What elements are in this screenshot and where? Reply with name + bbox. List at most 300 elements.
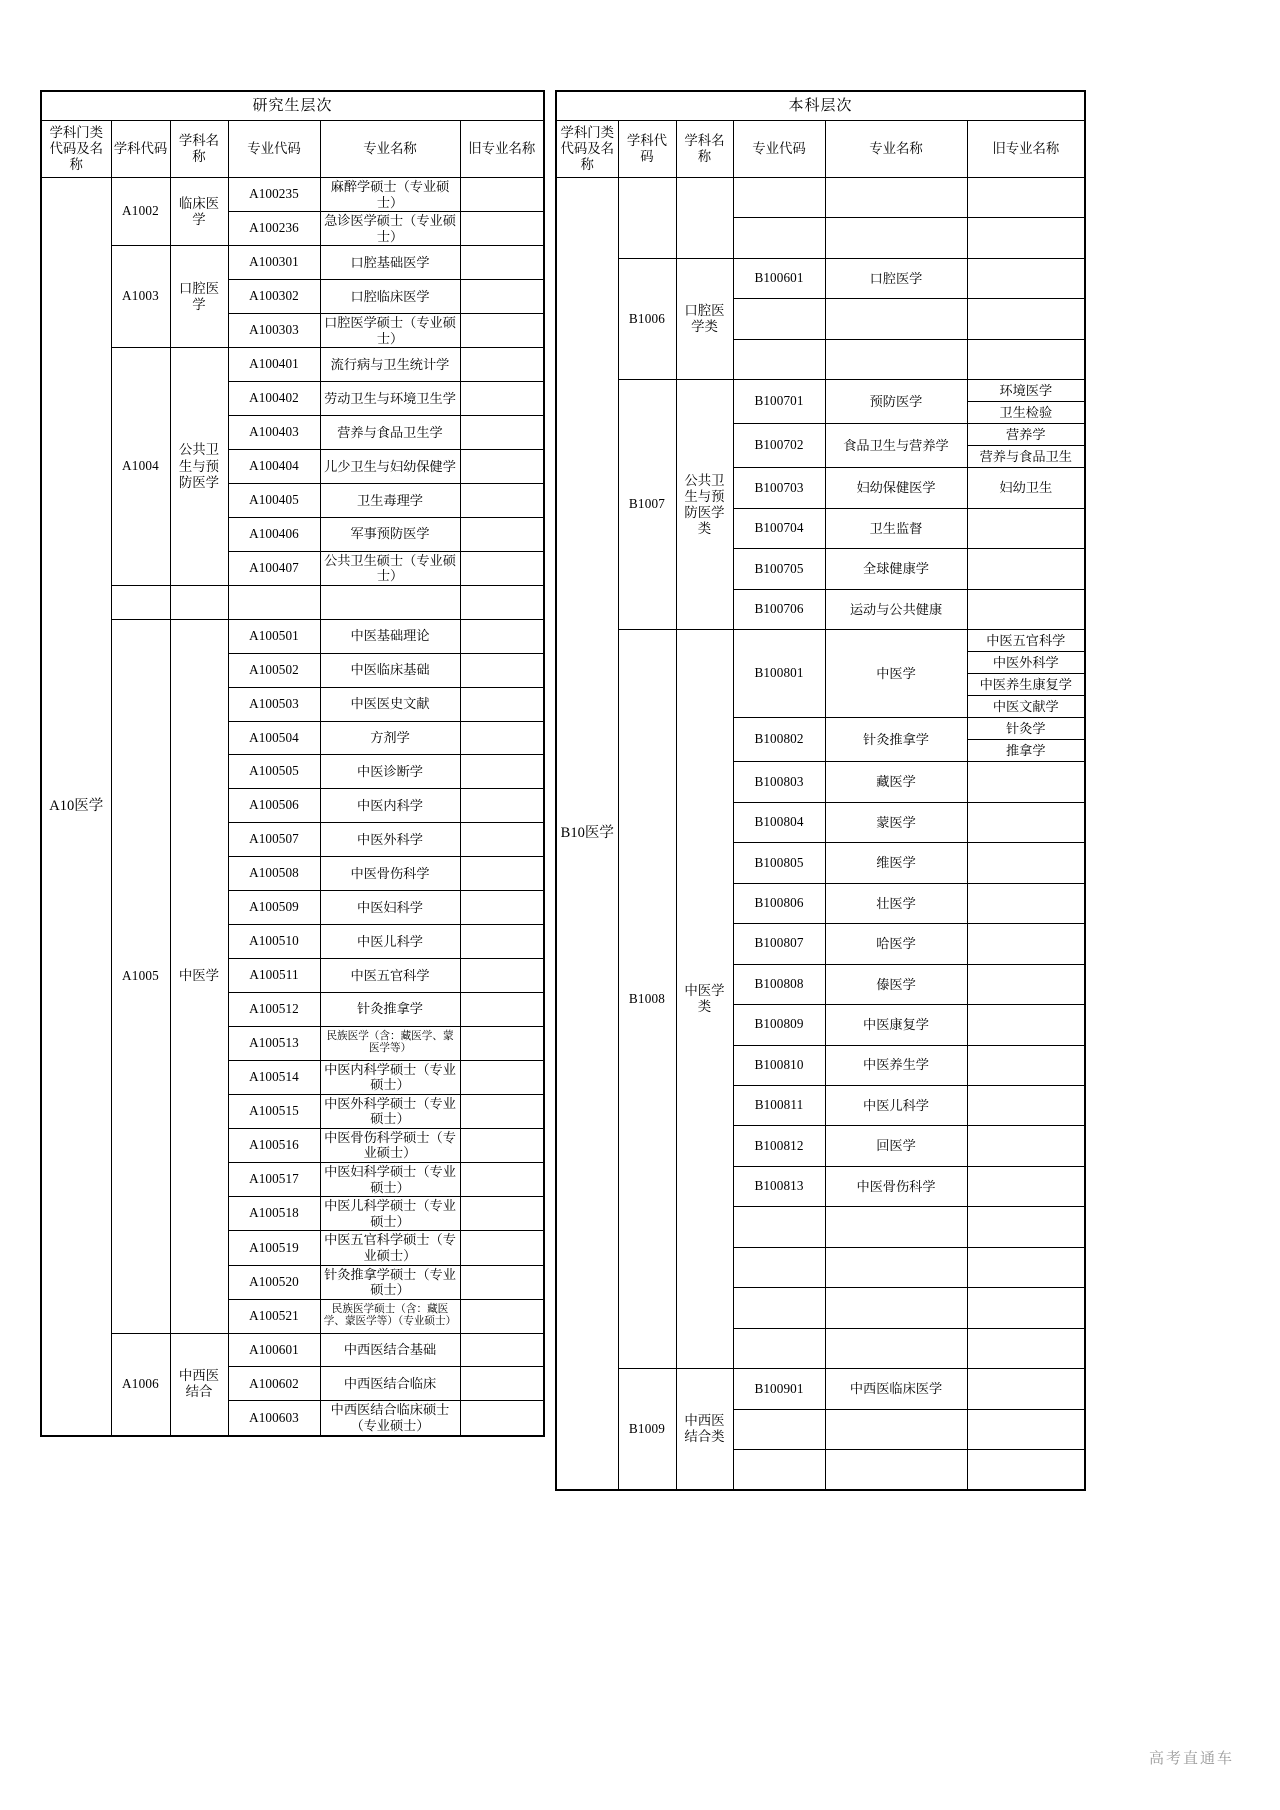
major-code-cell: A100506 [228,789,320,823]
discipline-code-cell: B1008 [618,630,676,1369]
old-major-name-item [968,852,1085,873]
old-major-name-item [968,1095,1085,1116]
old-major-name-cell [460,891,544,925]
major-name-cell: 中医诊断学 [320,755,460,789]
old-major-name-cell [967,1045,1085,1085]
major-code-cell: A100502 [228,653,320,687]
major-name-cell [320,585,460,619]
major-name-cell: 中医骨伤科学硕士（专业硕士） [320,1128,460,1162]
table-band-row [556,91,1085,121]
major-name-cell: 麻醉学硕士（专业硕士） [320,178,460,212]
old-major-name-item [968,268,1085,289]
major-code-cell [733,1247,825,1287]
table-header-row [41,121,544,178]
header-old-major-name: 旧专业名称 [460,121,544,178]
major-name-cell: 口腔医学硕士（专业硕士） [320,314,460,348]
header-category: 学科门类代码及名称 [41,121,111,178]
discipline-code-cell: A1006 [111,1333,170,1435]
major-code-cell: B100805 [733,843,825,883]
old-major-name-item [968,1217,1085,1238]
discipline-name-cell: 公共卫生与预防医学 [170,348,228,586]
major-code-cell: B100806 [733,883,825,923]
discipline-code-cell [618,178,676,259]
old-major-name-item [968,599,1085,620]
old-major-name-item [968,187,1085,208]
discipline-name-cell: 中西医结合类 [676,1369,733,1490]
major-code-cell: B100705 [733,549,825,589]
major-code-cell: A100302 [228,280,320,314]
major-code-cell: A100404 [228,450,320,484]
major-code-cell: A100403 [228,416,320,450]
old-major-name-cell [967,1126,1085,1166]
discipline-code-cell: B1009 [618,1369,676,1490]
old-major-name-cell [460,348,544,382]
old-major-name-cell [460,687,544,721]
major-name-cell: 劳动卫生与环境卫生学 [320,382,460,416]
table-row [556,630,1085,718]
major-name-cell: 儿少卫生与妇幼保健学 [320,450,460,484]
major-name-cell [825,1450,967,1490]
old-major-name-item [968,1419,1085,1440]
old-major-name-item: 中医养生康复学 [968,673,1085,695]
discipline-name-cell [170,585,228,619]
discipline-name-cell: 中西医结合 [170,1333,228,1435]
major-name-cell: 流行病与卫生统计学 [320,348,460,382]
major-code-cell: B100702 [733,424,825,468]
old-major-name-cell [967,1369,1085,1409]
old-major-name-cell [460,1128,544,1162]
major-name-cell: 口腔基础医学 [320,246,460,280]
old-major-name-cell [460,924,544,958]
major-name-cell: 维医学 [825,843,967,883]
old-major-name-cell [460,823,544,857]
major-code-cell: B100901 [733,1369,825,1409]
major-name-cell: 卫生毒理学 [320,483,460,517]
old-major-name-cell [967,1409,1085,1449]
old-major-name-cell [460,246,544,280]
old-major-name-item [968,1014,1085,1035]
old-major-name-item [968,228,1085,249]
major-code-cell: A100518 [228,1197,320,1231]
major-code-cell: A100516 [228,1128,320,1162]
major-code-cell: A100514 [228,1060,320,1094]
major-name-cell: 民族医学硕士（含：藏医学、蒙医学等）（专业硕士） [320,1299,460,1333]
old-major-name-item: 针灸学 [1006,720,1046,736]
old-major-name-item: 中医外科学 [968,651,1085,673]
old-major-name-cell [967,178,1085,218]
major-code-cell: B100801 [733,630,825,718]
old-major-name-cell [460,1026,544,1060]
major-code-cell: B100807 [733,924,825,964]
major-code-cell [733,178,825,218]
old-major-name-item: 中医五官科学 [986,632,1066,648]
major-code-cell: B100701 [733,380,825,424]
old-major-name-item: 环境医学 [999,383,1053,399]
level-band-title: 研究生层次 [41,91,544,121]
major-name-cell: 运动与公共健康 [825,589,967,629]
major-code-cell: A100602 [228,1367,320,1401]
header-category: 学科门类代码及名称 [556,121,618,178]
major-code-cell [733,218,825,258]
old-major-name-cell [460,551,544,585]
major-name-cell: 民族医学（含：藏医学、蒙医学等） [320,1026,460,1060]
major-name-cell: 中医儿科学 [825,1085,967,1125]
old-major-name-cell [460,857,544,891]
table-row [41,348,544,382]
major-code-cell: A100401 [228,348,320,382]
major-code-cell: A100521 [228,1299,320,1333]
major-name-cell: 中医养生学 [825,1045,967,1085]
major-code-cell: B100703 [733,468,825,508]
major-name-cell: 中西医结合临床硕士（专业硕士） [320,1401,460,1436]
comparison-tables [40,90,1086,1491]
old-major-name-item [968,1055,1085,1076]
table-row [556,380,1085,424]
old-major-name-cell [967,843,1085,883]
major-name-cell: 中医基础理论 [320,619,460,653]
major-name-cell [825,299,967,339]
old-major-name-item [968,559,1085,580]
old-major-name-item [968,1298,1085,1319]
watermark-text: 高考直通车 [1148,1750,1234,1767]
old-major-name-cell [460,1265,544,1299]
major-name-cell: 食品卫生与营养学 [825,424,967,468]
major-code-cell [733,339,825,379]
major-name-cell: 中医妇科学 [320,891,460,925]
category-cell: B10医学 [556,178,618,1491]
major-name-cell: 中医五官科学硕士（专业硕士） [320,1231,460,1265]
old-major-name-cell [967,630,1085,718]
major-name-cell: 预防医学 [825,380,967,424]
old-major-name-item: 妇幼卫生 [999,480,1053,496]
major-code-cell: B100811 [733,1085,825,1125]
major-code-cell: A100402 [228,382,320,416]
major-name-cell: 中医医史文献 [320,687,460,721]
major-name-cell: 中医外科学硕士（专业硕士） [320,1094,460,1128]
major-code-cell [733,1328,825,1368]
major-code-cell: B100810 [733,1045,825,1085]
old-major-name-cell [967,883,1085,923]
discipline-code-cell: A1003 [111,246,170,348]
header-discipline-code: 学科代码 [111,121,170,178]
undergraduate-level-table-wrapper [555,90,1086,1491]
discipline-code-cell: A1005 [111,619,170,1333]
old-major-name-cell [967,1166,1085,1206]
old-major-name-cell [460,1401,544,1436]
old-major-name-cell [460,1299,544,1333]
major-name-cell: 方剂学 [320,721,460,755]
major-name-cell: 傣医学 [825,964,967,1004]
old-major-name-item: 推拿学 [968,739,1085,761]
old-major-name-cell [967,258,1085,298]
major-code-cell: A100519 [228,1231,320,1265]
major-name-cell [825,178,967,218]
discipline-code-cell: B1007 [618,380,676,630]
major-name-cell [825,1247,967,1287]
major-name-cell: 口腔医学 [825,258,967,298]
old-major-name-cell [967,1288,1085,1328]
discipline-code-cell: A1002 [111,178,170,246]
old-major-name-item [968,812,1085,833]
old-major-name-cell [460,450,544,484]
major-name-cell: 中医妇科学硕士（专业硕士） [320,1163,460,1197]
old-major-name-cell [967,218,1085,258]
major-name-cell: 中医临床基础 [320,653,460,687]
old-major-name-cell [460,1231,544,1265]
old-major-name-item: 卫生检验 [968,401,1085,423]
major-code-cell: A100405 [228,483,320,517]
major-name-cell [825,1288,967,1328]
table-row [556,178,1085,218]
major-name-cell: 针灸推拿学硕士（专业硕士） [320,1265,460,1299]
major-code-cell: A100236 [228,212,320,246]
old-major-name-item: 中医文献学 [968,695,1085,717]
old-major-name-cell [460,1163,544,1197]
major-code-cell: A100406 [228,517,320,551]
major-code-cell: A100407 [228,551,320,585]
major-name-cell: 中医内科学硕士（专业硕士） [320,1060,460,1094]
major-name-cell: 壮医学 [825,883,967,923]
major-code-cell: A100520 [228,1265,320,1299]
major-name-cell: 急诊医学硕士（专业硕士） [320,212,460,246]
header-discipline-code: 学科代码 [618,121,676,178]
old-major-name-cell [460,1333,544,1367]
old-major-name-cell [967,380,1085,424]
major-code-cell: B100812 [733,1126,825,1166]
old-major-name-cell [967,549,1085,589]
old-major-name-cell [967,1328,1085,1368]
major-name-cell: 中西医临床医学 [825,1369,967,1409]
major-code-cell: B100802 [733,718,825,762]
old-major-name-cell [967,424,1085,468]
old-major-name-item: 营养学 [1006,427,1046,443]
major-name-cell: 营养与食品卫生学 [320,416,460,450]
graduate-level-table-wrapper [40,90,545,1491]
major-code-cell: A100301 [228,246,320,280]
old-major-name-cell [967,468,1085,508]
major-name-cell: 公共卫生硕士（专业硕士） [320,551,460,585]
major-code-cell: A100511 [228,958,320,992]
major-code-cell: A100601 [228,1333,320,1367]
major-name-cell: 中医儿科学硕士（专业硕士） [320,1197,460,1231]
major-name-cell: 全球健康学 [825,549,967,589]
old-major-name-cell [460,1367,544,1401]
old-major-name-item [968,1378,1085,1399]
major-name-cell: 中医儿科学 [320,924,460,958]
table-gap [545,90,555,1491]
old-major-name-cell [967,1207,1085,1247]
major-name-cell: 中医学 [825,630,967,718]
old-major-name-cell [967,1247,1085,1287]
old-major-name-cell [967,802,1085,842]
old-major-name-cell [460,1060,544,1094]
major-code-cell: A100508 [228,857,320,891]
old-major-name-item [968,518,1085,539]
major-name-cell: 哈医学 [825,924,967,964]
major-code-cell: B100601 [733,258,825,298]
major-name-cell: 中西医结合临床 [320,1367,460,1401]
header-major-name: 专业名称 [320,121,460,178]
old-major-name-cell [460,721,544,755]
category-cell: A10医学 [41,178,111,1436]
major-code-cell [228,585,320,619]
old-major-name-cell [967,1450,1085,1490]
major-code-cell: A100512 [228,992,320,1026]
major-name-cell: 中西医结合基础 [320,1333,460,1367]
old-major-name-cell [460,517,544,551]
discipline-code-cell: A1004 [111,348,170,586]
header-major-code: 专业代码 [228,121,320,178]
major-name-cell: 中医外科学 [320,823,460,857]
major-code-cell [733,299,825,339]
major-code-cell: A100517 [228,1163,320,1197]
old-major-name-cell [967,924,1085,964]
major-code-cell: B100808 [733,964,825,1004]
old-major-name-cell [460,1197,544,1231]
old-major-name-cell [460,653,544,687]
table-row [556,1369,1085,1409]
discipline-name-cell: 中医学 [170,619,228,1333]
major-name-cell [825,218,967,258]
discipline-name-cell: 临床医学 [170,178,228,246]
old-major-name-cell [460,280,544,314]
discipline-code-cell: B1006 [618,258,676,379]
major-code-cell: A100507 [228,823,320,857]
old-major-name-cell [460,992,544,1026]
major-name-cell: 回医学 [825,1126,967,1166]
old-major-name-cell [967,1005,1085,1045]
old-major-name-cell [967,339,1085,379]
old-major-name-cell [460,789,544,823]
major-name-cell [825,1207,967,1247]
discipline-code-cell [111,585,170,619]
major-code-cell: B100809 [733,1005,825,1045]
major-name-cell [825,1328,967,1368]
major-code-cell: B100803 [733,762,825,802]
old-major-name-cell [460,619,544,653]
old-major-name-cell [460,755,544,789]
major-code-cell: A100603 [228,1401,320,1436]
old-major-name-item [968,974,1085,995]
major-name-cell: 针灸推拿学 [320,992,460,1026]
major-name-cell: 中医内科学 [320,789,460,823]
old-major-name-item [968,893,1085,914]
major-name-cell: 藏医学 [825,762,967,802]
old-major-name-item: 营养与食品卫生 [968,445,1085,467]
major-name-cell: 军事预防医学 [320,517,460,551]
old-major-name-cell [967,589,1085,629]
old-major-name-item [968,1136,1085,1157]
header-major-code: 专业代码 [733,121,825,178]
major-name-cell: 口腔临床医学 [320,280,460,314]
table-row [41,178,544,212]
old-major-name-cell [460,958,544,992]
undergraduate-level-table [555,90,1086,1491]
major-code-cell: A100513 [228,1026,320,1060]
major-code-cell: B100813 [733,1166,825,1206]
major-name-cell: 中医康复学 [825,1005,967,1045]
table-band-row [41,91,544,121]
old-major-name-item [968,771,1085,792]
old-major-name-cell [460,416,544,450]
major-code-cell: A100505 [228,755,320,789]
major-name-cell: 蒙医学 [825,802,967,842]
major-code-cell: A100303 [228,314,320,348]
old-major-name-cell [460,212,544,246]
major-name-cell: 中医五官科学 [320,958,460,992]
old-major-name-item [968,1338,1085,1359]
major-code-cell: A100504 [228,721,320,755]
table-row [41,246,544,280]
old-major-name-cell [967,1085,1085,1125]
major-code-cell: A100503 [228,687,320,721]
major-name-cell: 中医骨伤科学 [825,1166,967,1206]
major-code-cell: A100235 [228,178,320,212]
old-major-name-item [968,1459,1085,1480]
table-row [41,1333,544,1367]
old-major-name-cell [967,508,1085,548]
major-code-cell: A100501 [228,619,320,653]
header-discipline-name: 学科名称 [676,121,733,178]
graduate-level-table [40,90,545,1437]
header-major-name: 专业名称 [825,121,967,178]
old-major-name-cell [460,314,544,348]
major-name-cell [825,339,967,379]
old-major-name-cell [460,1094,544,1128]
discipline-name-cell: 口腔医学 [170,246,228,348]
table-row [556,258,1085,298]
major-code-cell [733,1288,825,1328]
header-old-major-name: 旧专业名称 [967,121,1085,178]
major-name-cell [825,1409,967,1449]
old-major-name-item [968,309,1085,330]
old-major-name-cell [460,178,544,212]
header-discipline-name: 学科名称 [170,121,228,178]
table-header-row [556,121,1085,178]
major-code-cell: B100804 [733,802,825,842]
level-band-title: 本科层次 [556,91,1085,121]
old-major-name-cell [460,585,544,619]
table-row [41,585,544,619]
old-major-name-item [968,1257,1085,1278]
major-code-cell: A100510 [228,924,320,958]
major-code-cell [733,1409,825,1449]
major-code-cell: B100704 [733,508,825,548]
major-name-cell: 中医骨伤科学 [320,857,460,891]
old-major-name-item [968,933,1085,954]
old-major-name-cell [967,762,1085,802]
major-name-cell: 妇幼保健医学 [825,468,967,508]
table-row [41,619,544,653]
old-major-name-cell [967,299,1085,339]
discipline-name-cell: 公共卫生与预防医学类 [676,380,733,630]
discipline-name-cell: 中医学类 [676,630,733,1369]
old-major-name-cell [967,718,1085,762]
major-name-cell: 卫生监督 [825,508,967,548]
major-code-cell [733,1207,825,1247]
old-major-name-item [968,1176,1085,1197]
old-major-name-item [968,349,1085,370]
major-code-cell: B100706 [733,589,825,629]
old-major-name-cell [967,964,1085,1004]
major-name-cell: 针灸推拿学 [825,718,967,762]
discipline-name-cell [676,178,733,259]
old-major-name-cell [460,483,544,517]
discipline-name-cell: 口腔医学类 [676,258,733,379]
major-code-cell: A100509 [228,891,320,925]
major-code-cell [733,1450,825,1490]
old-major-name-cell [460,382,544,416]
